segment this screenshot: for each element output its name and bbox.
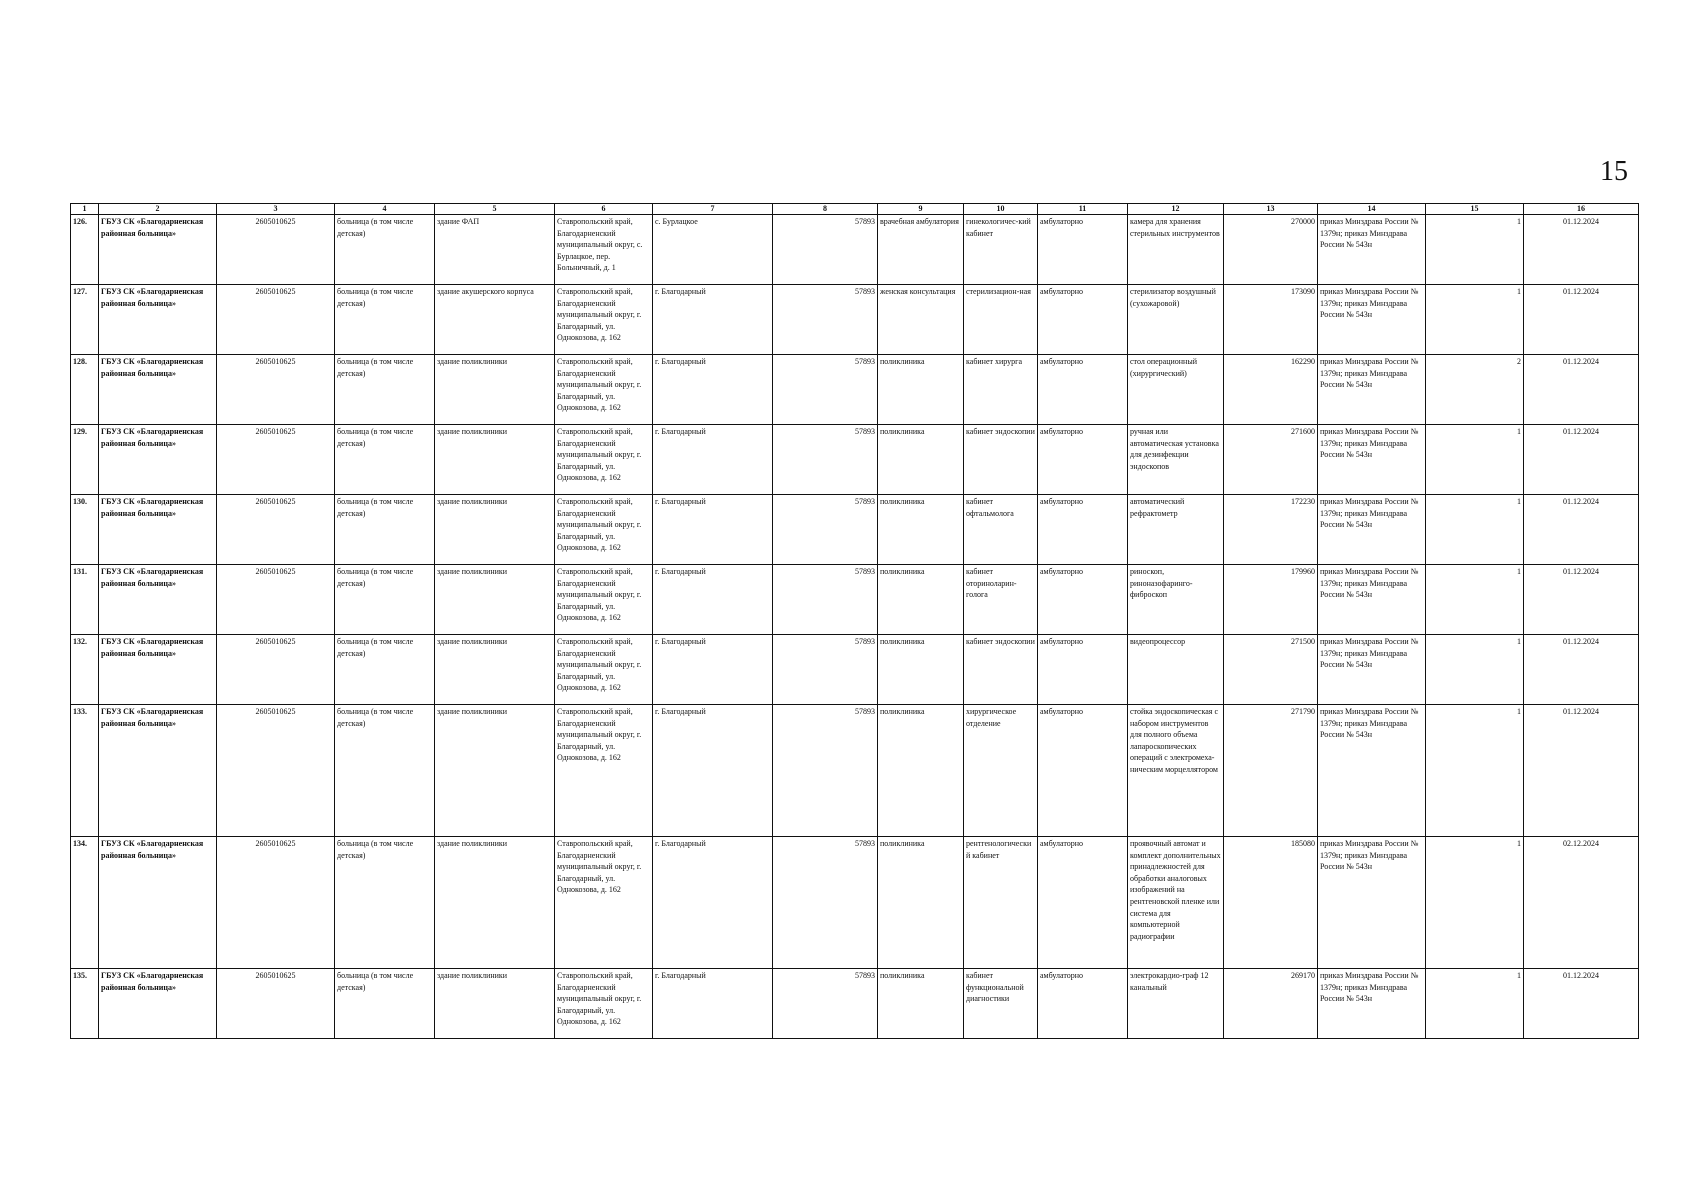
cell-address: Ставропольский край, Благодарненский муниципальный округ, г. Благодарный, ул. Однокозова, д. 162	[555, 705, 653, 837]
cell-row-number: 127.	[71, 285, 99, 355]
cell-building: здание поликлиники	[435, 837, 555, 969]
cell-price: 269170	[1224, 969, 1318, 1039]
cell-facility-type: больница (в том числе детская)	[335, 425, 435, 495]
column-header-8: 8	[773, 204, 878, 215]
cell-row-number: 135.	[71, 969, 99, 1039]
cell-organization: ГБУЗ СК «Благодарненская районная больница»	[99, 565, 217, 635]
cell-inn: 2605010625	[217, 635, 335, 705]
cell-equipment: стойка эндоскопическая с набором инструментов для полного объема лапароскопических операций с электромеха-ническим морцеллятором	[1128, 705, 1224, 837]
cell-inn: 2605010625	[217, 355, 335, 425]
cell-address: Ставропольский край, Благодарненский муниципальный округ, г. Благодарный, ул. Однокозова, д. 162	[555, 969, 653, 1039]
cell-equipment: автоматический рефрактометр	[1128, 495, 1224, 565]
cell-locality-code: 57893	[773, 837, 878, 969]
cell-unit: поликлиника	[878, 837, 964, 969]
cell-quantity: 1	[1426, 969, 1524, 1039]
cell-service-mode: амбулаторно	[1038, 355, 1128, 425]
cell-equipment: риноскоп, риноназофаринго-фиброскоп	[1128, 565, 1224, 635]
table-row	[71, 837, 1639, 969]
cell-date: 01.12.2024	[1524, 495, 1639, 565]
cell-locality-code: 57893	[773, 495, 878, 565]
cell-room: гинекологичес-кий кабинет	[964, 215, 1038, 285]
cell-room: кабинет эндоскопии	[964, 635, 1038, 705]
cell-date: 01.12.2024	[1524, 215, 1639, 285]
cell-locality-code: 57893	[773, 285, 878, 355]
column-header-10: 10	[964, 204, 1038, 215]
cell-service-mode: амбулаторно	[1038, 425, 1128, 495]
cell-locality: г. Благодарный	[653, 495, 773, 565]
column-header-1: 1	[71, 204, 99, 215]
cell-room: кабинет хирурга	[964, 355, 1038, 425]
cell-organization: ГБУЗ СК «Благодарненская районная больница»	[99, 425, 217, 495]
cell-equipment: проявочный автомат и комплект дополнительных принадлежностей для обработки аналоговых изображений на рентгеновской пленке или система для компьютерной радиографии	[1128, 837, 1224, 969]
cell-address: Ставропольский край, Благодарненский муниципальный округ, г. Благодарный, ул. Однокозова, д. 162	[555, 495, 653, 565]
cell-locality-code: 57893	[773, 969, 878, 1039]
cell-equipment: ручная или автоматическая установка для дезинфекции эндоскопов	[1128, 425, 1224, 495]
cell-locality-code: 57893	[773, 705, 878, 837]
cell-address: Ставропольский край, Благодарненский муниципальный округ, с. Бурлацкое, пер. Больничный, д. 1	[555, 215, 653, 285]
cell-facility-type: больница (в том числе детская)	[335, 495, 435, 565]
cell-unit: поликлиника	[878, 969, 964, 1039]
cell-price: 271500	[1224, 635, 1318, 705]
cell-inn: 2605010625	[217, 705, 335, 837]
column-header-6: 6	[555, 204, 653, 215]
cell-organization: ГБУЗ СК «Благодарненская районная больница»	[99, 285, 217, 355]
cell-quantity: 1	[1426, 635, 1524, 705]
column-header-16: 16	[1524, 204, 1639, 215]
cell-date: 01.12.2024	[1524, 705, 1639, 837]
table-row	[71, 635, 1639, 705]
cell-room: кабинет функциональной диагностики	[964, 969, 1038, 1039]
cell-unit: женская консультация	[878, 285, 964, 355]
header-row	[71, 204, 1639, 215]
cell-locality-code: 57893	[773, 565, 878, 635]
cell-facility-type: больница (в том числе детская)	[335, 565, 435, 635]
cell-room: хирургическое отделение	[964, 705, 1038, 837]
cell-row-number: 129.	[71, 425, 99, 495]
cell-price: 271600	[1224, 425, 1318, 495]
cell-row-number: 130.	[71, 495, 99, 565]
cell-organization: ГБУЗ СК «Благодарненская районная больница»	[99, 969, 217, 1039]
column-header-15: 15	[1426, 204, 1524, 215]
cell-organization: ГБУЗ СК «Благодарненская районная больница»	[99, 705, 217, 837]
cell-order: приказ Минздрава России № 1379н; приказ Минздрава России № 543н	[1318, 355, 1426, 425]
cell-facility-type: больница (в том числе детская)	[335, 215, 435, 285]
cell-service-mode: амбулаторно	[1038, 495, 1128, 565]
cell-facility-type: больница (в том числе детская)	[335, 635, 435, 705]
cell-quantity: 1	[1426, 565, 1524, 635]
cell-address: Ставропольский край, Благодарненский муниципальный округ, г. Благодарный, ул. Однокозова, д. 162	[555, 425, 653, 495]
cell-building: здание поликлиники	[435, 705, 555, 837]
cell-room: кабинет оториноларин-голога	[964, 565, 1038, 635]
cell-unit: врачебная амбулатория	[878, 215, 964, 285]
cell-service-mode: амбулаторно	[1038, 565, 1128, 635]
cell-locality-code: 57893	[773, 425, 878, 495]
column-header-9: 9	[878, 204, 964, 215]
table-body	[71, 215, 1639, 1039]
cell-quantity: 1	[1426, 837, 1524, 969]
cell-locality: г. Благодарный	[653, 705, 773, 837]
cell-locality: г. Благодарный	[653, 565, 773, 635]
cell-service-mode: амбулаторно	[1038, 215, 1128, 285]
cell-building: здание акушерского корпуса	[435, 285, 555, 355]
cell-quantity: 1	[1426, 705, 1524, 837]
cell-row-number: 126.	[71, 215, 99, 285]
cell-price: 270000	[1224, 215, 1318, 285]
cell-locality-code: 57893	[773, 635, 878, 705]
cell-facility-type: больница (в том числе детская)	[335, 969, 435, 1039]
cell-organization: ГБУЗ СК «Благодарненская районная больница»	[99, 215, 217, 285]
cell-inn: 2605010625	[217, 969, 335, 1039]
cell-date: 01.12.2024	[1524, 565, 1639, 635]
cell-order: приказ Минздрава России № 1379н; приказ Минздрава России № 543н	[1318, 705, 1426, 837]
cell-facility-type: больница (в том числе детская)	[335, 705, 435, 837]
table-row	[71, 215, 1639, 285]
cell-service-mode: амбулаторно	[1038, 969, 1128, 1039]
cell-date: 01.12.2024	[1524, 969, 1639, 1039]
cell-equipment: стол операционный (хирургический)	[1128, 355, 1224, 425]
cell-building: здание поликлиники	[435, 425, 555, 495]
cell-inn: 2605010625	[217, 565, 335, 635]
cell-equipment: видеопроцессор	[1128, 635, 1224, 705]
column-header-11: 11	[1038, 204, 1128, 215]
table-row	[71, 425, 1639, 495]
cell-price: 185080	[1224, 837, 1318, 969]
cell-order: приказ Минздрава России № 1379н; приказ Минздрава России № 543н	[1318, 837, 1426, 969]
cell-organization: ГБУЗ СК «Благодарненская районная больница»	[99, 495, 217, 565]
cell-date: 01.12.2024	[1524, 635, 1639, 705]
cell-organization: ГБУЗ СК «Благодарненская районная больница»	[99, 837, 217, 969]
cell-organization: ГБУЗ СК «Благодарненская районная больница»	[99, 635, 217, 705]
cell-price: 271790	[1224, 705, 1318, 837]
cell-locality: г. Благодарный	[653, 635, 773, 705]
cell-address: Ставропольский край, Благодарненский муниципальный округ, г. Благодарный, ул. Однокозова, д. 162	[555, 285, 653, 355]
cell-order: приказ Минздрава России № 1379н; приказ Минздрава России № 543н	[1318, 635, 1426, 705]
cell-room: кабинет эндоскопии	[964, 425, 1038, 495]
cell-equipment: электрокардио-граф 12 канальный	[1128, 969, 1224, 1039]
cell-service-mode: амбулаторно	[1038, 837, 1128, 969]
cell-address: Ставропольский край, Благодарненский муниципальный округ, г. Благодарный, ул. Однокозова, д. 162	[555, 565, 653, 635]
cell-inn: 2605010625	[217, 215, 335, 285]
cell-locality-code: 57893	[773, 215, 878, 285]
cell-organization: ГБУЗ СК «Благодарненская районная больница»	[99, 355, 217, 425]
cell-unit: поликлиника	[878, 495, 964, 565]
cell-inn: 2605010625	[217, 425, 335, 495]
cell-facility-type: больница (в том числе детская)	[335, 837, 435, 969]
cell-building: здание поликлиники	[435, 565, 555, 635]
cell-unit: поликлиника	[878, 705, 964, 837]
cell-row-number: 132.	[71, 635, 99, 705]
table-row	[71, 285, 1639, 355]
cell-address: Ставропольский край, Благодарненский муниципальный округ, г. Благодарный, ул. Однокозова, д. 162	[555, 837, 653, 969]
cell-order: приказ Минздрава России № 1379н; приказ Минздрава России № 543н	[1318, 285, 1426, 355]
column-header-3: 3	[217, 204, 335, 215]
column-header-7: 7	[653, 204, 773, 215]
cell-order: приказ Минздрава России № 1379н; приказ Минздрава России № 543н	[1318, 495, 1426, 565]
cell-quantity: 1	[1426, 285, 1524, 355]
cell-order: приказ Минздрава России № 1379н; приказ Минздрава России № 543н	[1318, 969, 1426, 1039]
cell-order: приказ Минздрава России № 1379н; приказ Минздрава России № 543н	[1318, 425, 1426, 495]
cell-locality-code: 57893	[773, 355, 878, 425]
cell-price: 162290	[1224, 355, 1318, 425]
cell-order: приказ Минздрава России № 1379н; приказ Минздрава России № 543н	[1318, 565, 1426, 635]
cell-quantity: 2	[1426, 355, 1524, 425]
table-row	[71, 969, 1639, 1039]
cell-locality: г. Благодарный	[653, 355, 773, 425]
cell-equipment: камера для хранения стерильных инструментов	[1128, 215, 1224, 285]
cell-row-number: 134.	[71, 837, 99, 969]
cell-row-number: 128.	[71, 355, 99, 425]
cell-equipment: стерилизатор воздушный (сухожаровой)	[1128, 285, 1224, 355]
table-row	[71, 355, 1639, 425]
cell-row-number: 133.	[71, 705, 99, 837]
cell-price: 179960	[1224, 565, 1318, 635]
cell-facility-type: больница (в том числе детская)	[335, 285, 435, 355]
cell-locality: г. Благодарный	[653, 425, 773, 495]
cell-room: стерилизацион-ная	[964, 285, 1038, 355]
table-row	[71, 705, 1639, 837]
page-number: 15	[1600, 156, 1628, 187]
cell-locality: г. Благодарный	[653, 285, 773, 355]
column-header-4: 4	[335, 204, 435, 215]
cell-date: 01.12.2024	[1524, 285, 1639, 355]
cell-inn: 2605010625	[217, 495, 335, 565]
cell-unit: поликлиника	[878, 565, 964, 635]
cell-address: Ставропольский край, Благодарненский муниципальный округ, г. Благодарный, ул. Однокозова, д. 162	[555, 635, 653, 705]
cell-quantity: 1	[1426, 425, 1524, 495]
cell-inn: 2605010625	[217, 837, 335, 969]
column-header-13: 13	[1224, 204, 1318, 215]
column-header-5: 5	[435, 204, 555, 215]
cell-unit: поликлиника	[878, 355, 964, 425]
cell-building: здание поликлиники	[435, 635, 555, 705]
cell-building: здание ФАП	[435, 215, 555, 285]
cell-quantity: 1	[1426, 495, 1524, 565]
cell-service-mode: амбулаторно	[1038, 705, 1128, 837]
cell-locality: г. Благодарный	[653, 837, 773, 969]
cell-room: кабинет офтальмолога	[964, 495, 1038, 565]
cell-locality: с. Бурлацкое	[653, 215, 773, 285]
cell-price: 172230	[1224, 495, 1318, 565]
cell-building: здание поликлиники	[435, 969, 555, 1039]
table-row	[71, 495, 1639, 565]
column-header-2: 2	[99, 204, 217, 215]
cell-date: 01.12.2024	[1524, 355, 1639, 425]
cell-row-number: 131.	[71, 565, 99, 635]
cell-price: 173090	[1224, 285, 1318, 355]
cell-service-mode: амбулаторно	[1038, 635, 1128, 705]
cell-building: здание поликлиники	[435, 355, 555, 425]
cell-service-mode: амбулаторно	[1038, 285, 1128, 355]
cell-quantity: 1	[1426, 215, 1524, 285]
column-header-12: 12	[1128, 204, 1224, 215]
cell-address: Ставропольский край, Благодарненский муниципальный округ, г. Благодарный, ул. Однокозова, д. 162	[555, 355, 653, 425]
cell-building: здание поликлиники	[435, 495, 555, 565]
cell-room: рентгенологический кабинет	[964, 837, 1038, 969]
equipment-table	[70, 203, 1639, 1039]
table-row	[71, 565, 1639, 635]
cell-facility-type: больница (в том числе детская)	[335, 355, 435, 425]
column-header-14: 14	[1318, 204, 1426, 215]
cell-date: 01.12.2024	[1524, 425, 1639, 495]
cell-order: приказ Минздрава России № 1379н; приказ Минздрава России № 543н	[1318, 215, 1426, 285]
cell-inn: 2605010625	[217, 285, 335, 355]
cell-locality: г. Благодарный	[653, 969, 773, 1039]
cell-unit: поликлиника	[878, 425, 964, 495]
cell-date: 02.12.2024	[1524, 837, 1639, 969]
cell-unit: поликлиника	[878, 635, 964, 705]
